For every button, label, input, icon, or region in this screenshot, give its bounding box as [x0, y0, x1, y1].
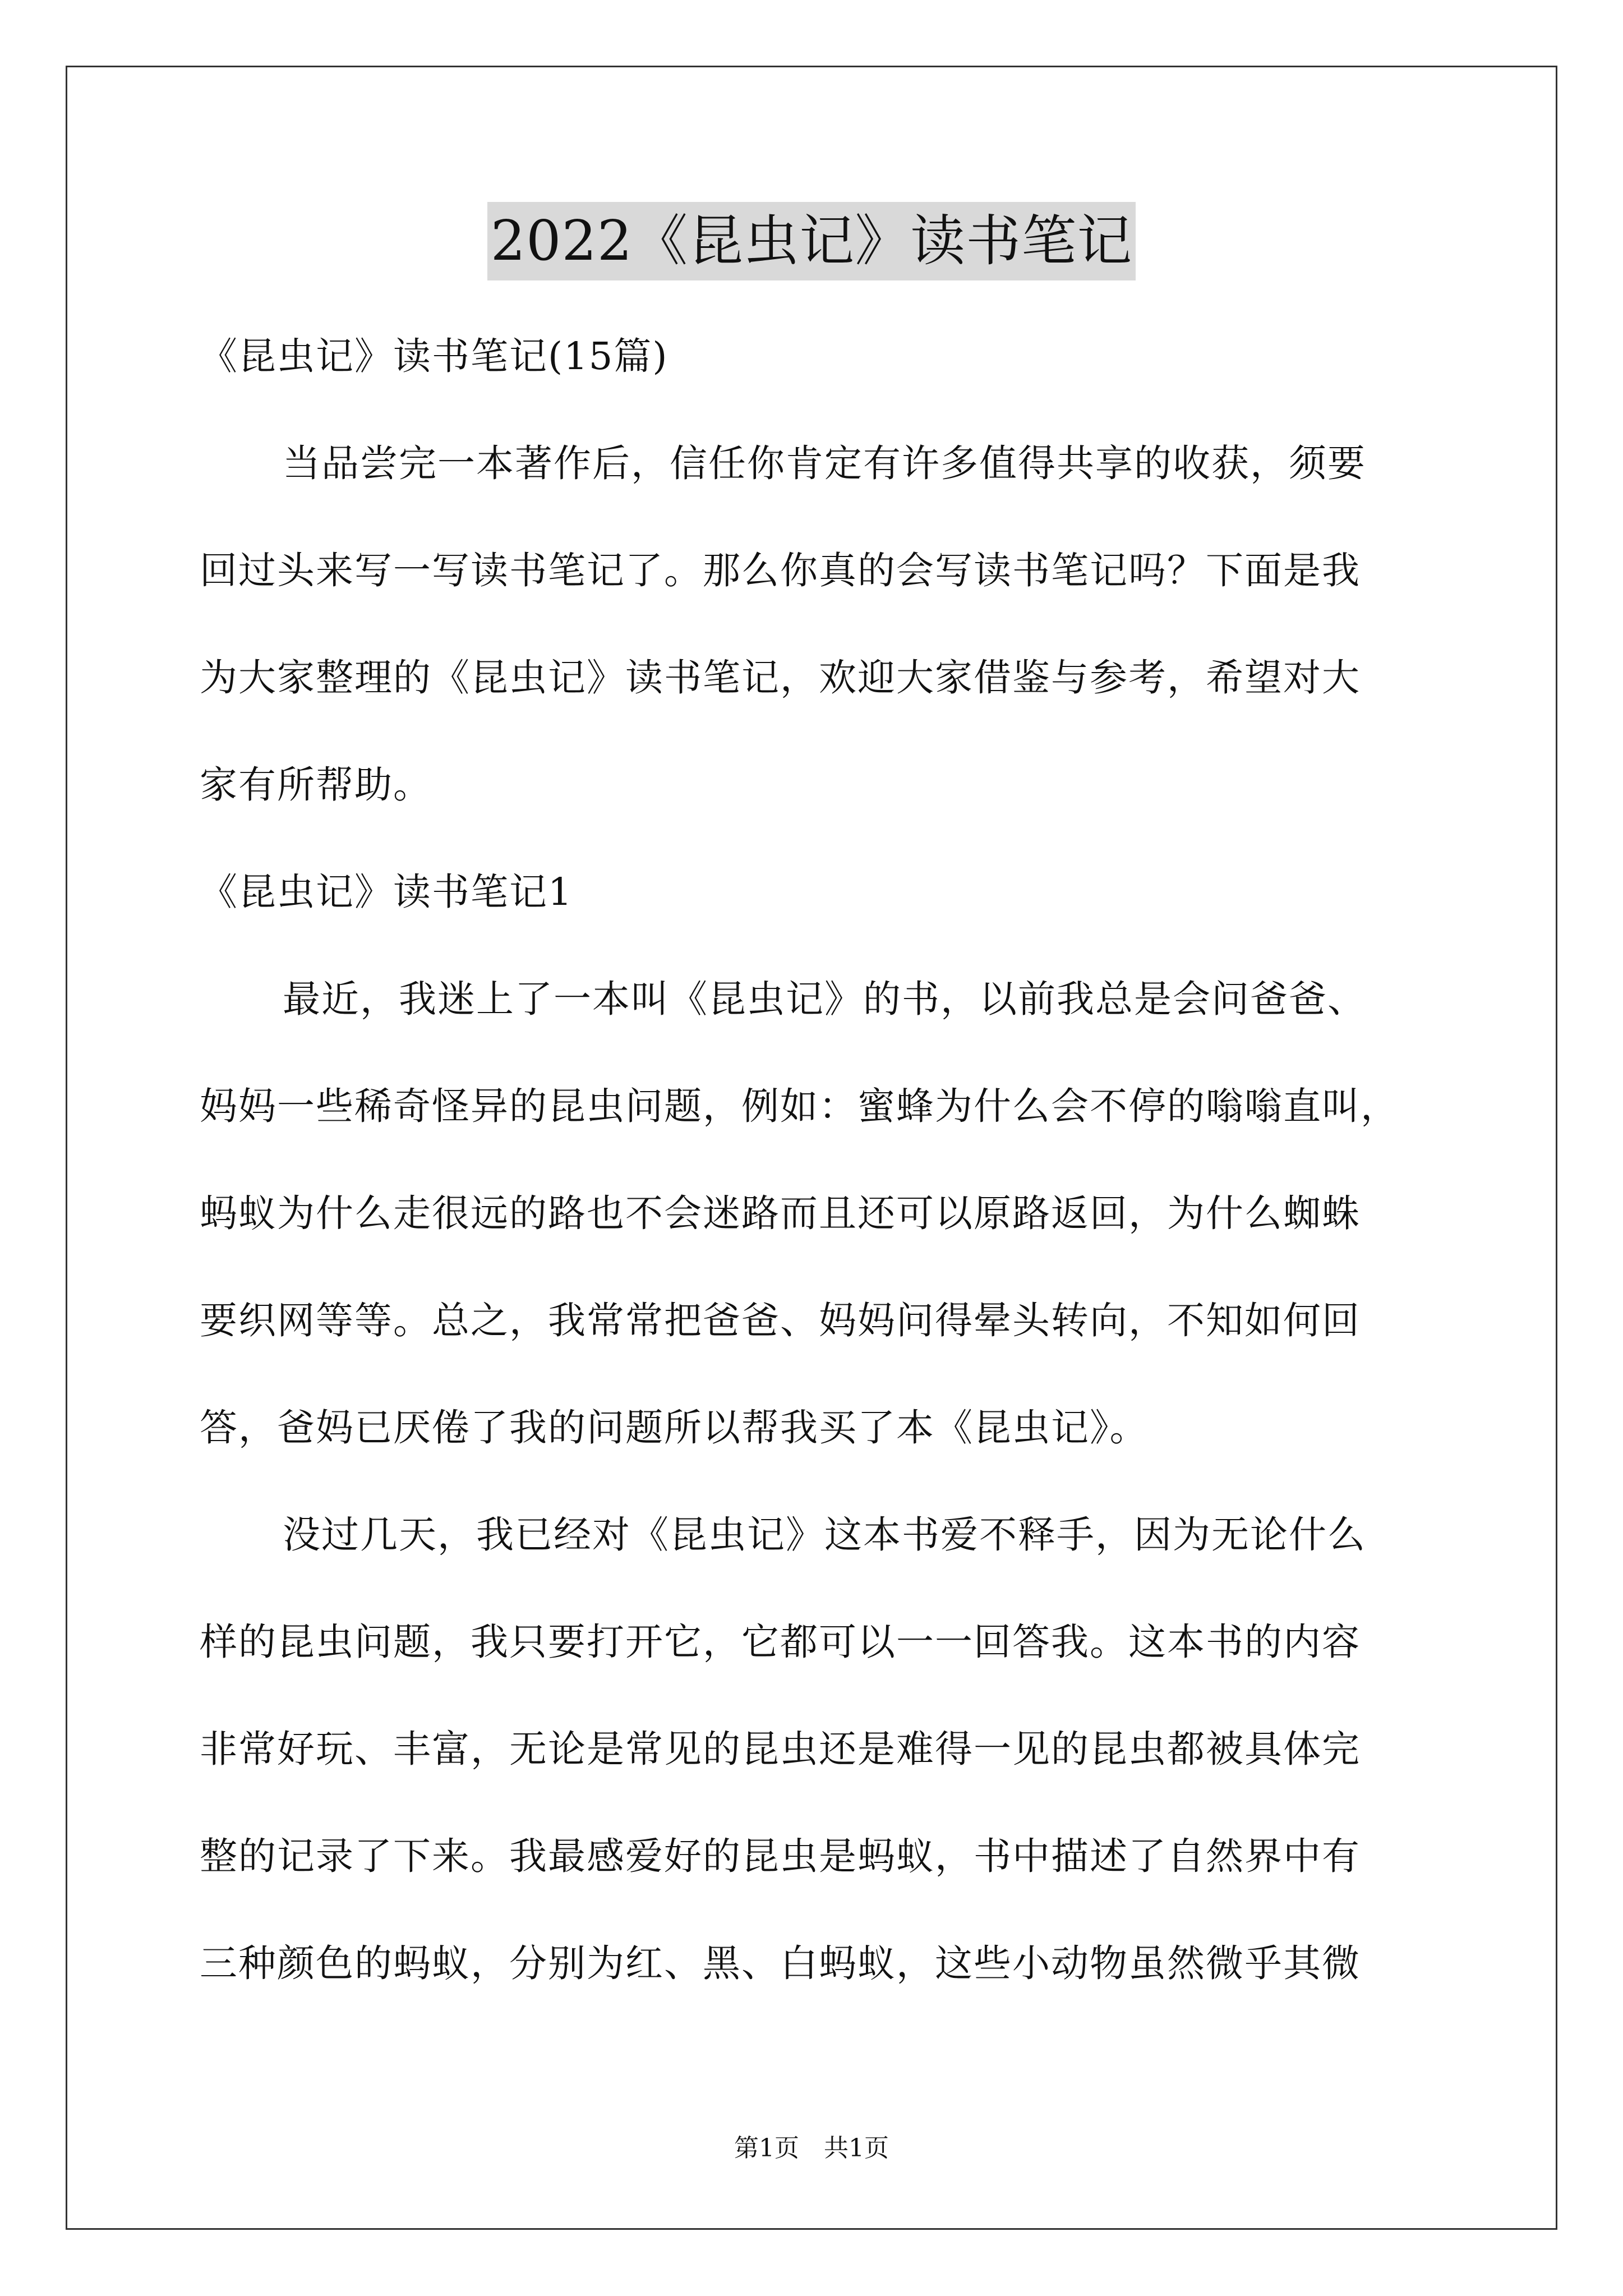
document-body [200, 303, 1433, 2017]
document-title: 2022《昆虫记》读书笔记 [487, 202, 1136, 280]
text-line: 家有所帮助。 [200, 763, 432, 807]
text-line: 没过几天，我已经对《昆虫记》这本书爱不释手，因为无论什么 [283, 1513, 1366, 1557]
text-line: 回过头来写一写读书笔记了。那么你真的会写读书笔记吗？下面是我 [200, 549, 1361, 592]
text-line: 答，爸妈已厌倦了我的问题所以帮我买了本《昆虫记》。 [200, 1406, 1149, 1450]
text-line: 妈妈一些稀奇怪异的昆虫问题，例如：蜜蜂为什么会不停的嗡嗡直叫， [200, 1084, 1399, 1128]
text-line: 整的记录了下来。我最感爱好的昆虫是蚂蚁，书中描述了自然界中有 [200, 1834, 1361, 1878]
text-line: 《昆虫记》读书笔记1 [200, 870, 573, 914]
text-line: 最近，我迷上了一本叫《昆虫记》的书，以前我总是会问爸爸、 [283, 977, 1366, 1021]
text-line: 样的昆虫问题，我只要打开它，它都可以一一回答我。这本书的内容 [200, 1620, 1361, 1664]
text-line: 要织网等等。总之，我常常把爸爸、妈妈问得晕头转向，不知如何回 [200, 1299, 1361, 1342]
text-line: 蚂蚁为什么走很远的路也不会迷路而且还可以原路返回，为什么蜘蛛 [200, 1191, 1361, 1235]
text-line: 为大家整理的《昆虫记》读书笔记，欢迎大家借鉴与参考，希望对大 [200, 656, 1361, 700]
text-line: 《昆虫记》读书笔记(15篇) [200, 334, 668, 378]
text-line: 当品尝完一本著作后，信任你肯定有许多值得共享的收获，须要 [283, 441, 1366, 485]
title-container [0, 202, 1623, 280]
page-footer: 第1页 共1页 [734, 2134, 889, 2162]
text-line: 三种颜色的蚂蚁，分别为红、黑、白蚂蚁，这些小动物虽然微乎其微 [200, 1941, 1361, 1985]
text-line: 非常好玩、丰富，无论是常见的昆虫还是难得一见的昆虫都被具体完 [200, 1727, 1361, 1771]
